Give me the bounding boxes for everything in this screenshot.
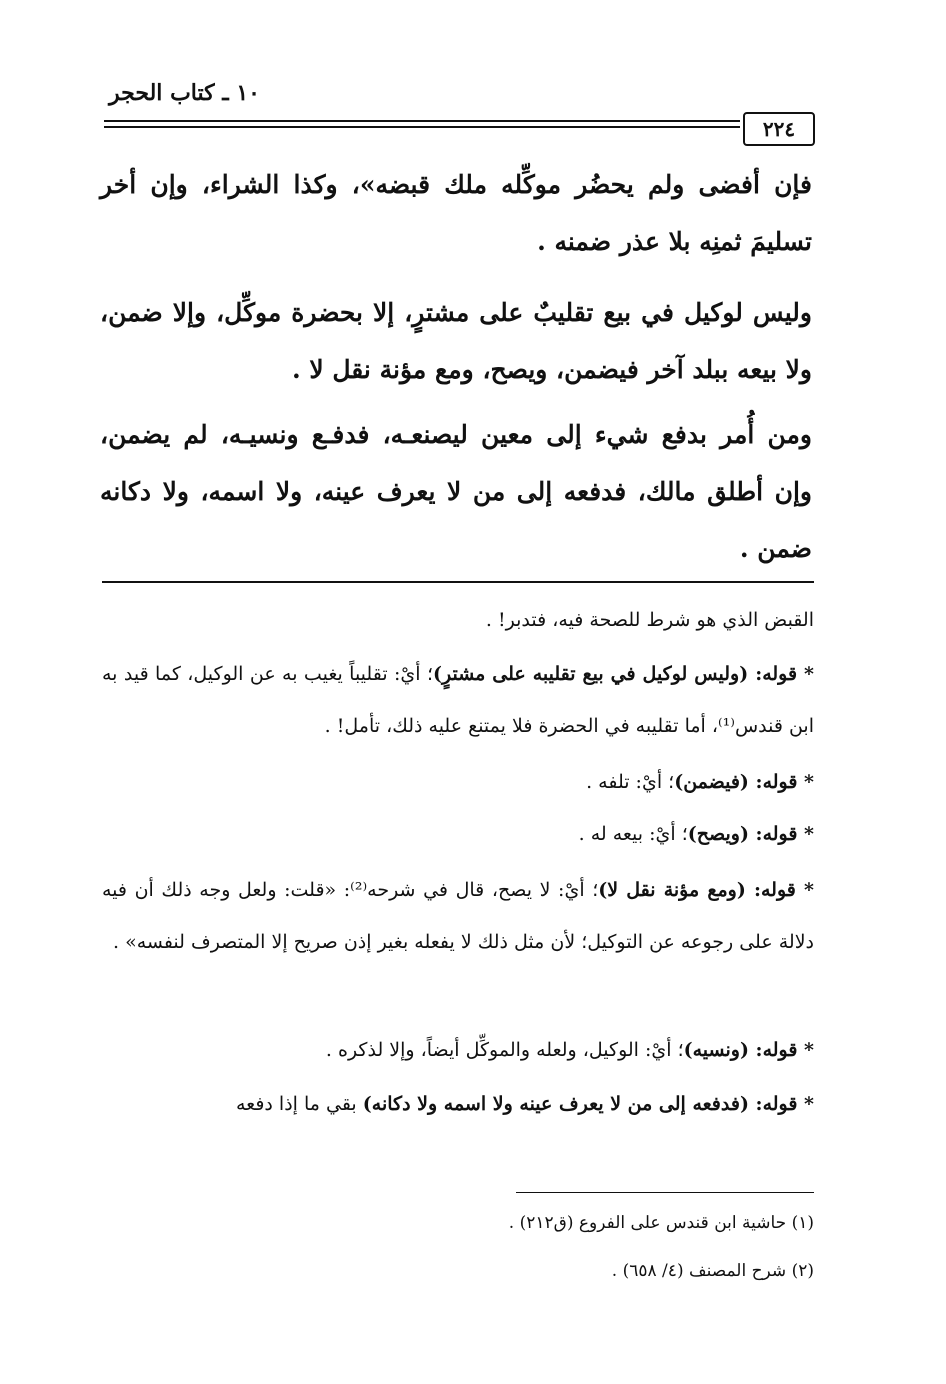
commentary-marker: * قوله:	[748, 1039, 814, 1061]
commentary-marker: * قوله:	[748, 771, 814, 793]
commentary-paragraph-1: القبض الذي هو شرط للصحة فيه، فتدبر! .	[485, 609, 814, 631]
commentary-text: بقي ما إذا دفعه	[235, 1093, 363, 1115]
commentary-quote: (وليس لوكيل في بيع تقليبه على مشترٍ)	[433, 663, 749, 685]
page-number: ٢٢٤	[743, 112, 815, 146]
commentary-text: ؛ أيْ: بيعه له .	[578, 823, 688, 845]
footnote-divider	[516, 1192, 814, 1193]
commentary-paragraph-7	[102, 1078, 814, 1130]
commentary-quote: (فدفعه إلى من لا يعرف عينه ولا اسمه ولا دكانه)	[362, 1093, 749, 1115]
body-paragraph-2: وليس لوكيل في بيع تقليبٌ على مشترٍ، إلا بحضرة موكِّل، وإلا ضمن، ولا بيعه ببلد آخر فيضمن، ويصح، ومع مؤنة نقل لا .	[100, 298, 812, 384]
commentary-quote: (ونسيه)	[683, 1039, 749, 1061]
commentary-text: ؛ أيْ: تلفه .	[586, 771, 675, 793]
commentary-text: ؛ أيْ: لا يصح، قال في شرحه⁽²⁾: «قلت: ولعل وجه ذلك أن فيه دلالة على رجوعه عن التوكيل؛ لأن مثل ذلك لا يفعله بغير إذن صريح إلا المتصرف لنفسه» .	[102, 879, 814, 953]
commentary-marker: * قوله:	[748, 1093, 814, 1115]
main-text-divider	[102, 581, 814, 583]
commentary-marker: * قوله:	[745, 879, 814, 901]
commentary-quote: (ويصح)	[687, 823, 749, 845]
commentary-paragraph-2	[102, 648, 814, 752]
body-paragraph-1: فإن أفضى ولم يحضُر موكِّله ملك قبضه»، وكذا الشراء، وإن أخر تسليمَ ثمنِه بلا عذر ضمنه .	[100, 170, 812, 256]
commentary-quote: (ومع مؤنة نقل لا)	[598, 879, 746, 901]
footnote-2: (٢) شرح المصنف (٤/ ٦٥٨) .	[611, 1261, 814, 1281]
footnote-1: (١) حاشية ابن قندس على الفروع (ق٢١٢) .	[508, 1213, 814, 1233]
commentary-paragraph-4	[102, 808, 814, 860]
header-rule-top	[104, 120, 740, 122]
commentary-marker: * قوله:	[748, 823, 814, 845]
commentary-marker: * قوله:	[748, 663, 814, 685]
commentary-text: ؛ أيْ: تقليباً يغيب به عن الوكيل، كما قيد به ابن قندس⁽¹⁾، أما تقليبه في الحضرة فلا يمتنع عليه ذلك، تأمل! .	[102, 663, 814, 737]
body-paragraph-3: ومن أُمر بدفع شيء إلى معين ليصنعـه، فدفـع ونسيـه، لم يضمن، وإن أطلق مالك، فدفعه إلى من لا يعرف عينه، ولا اسمه، ولا دكانه ضمن .	[100, 420, 812, 563]
header-rule-bottom	[104, 126, 740, 128]
chapter-title: ١٠ ـ كتاب الحجر	[109, 80, 260, 106]
commentary-quote: (فيضمن)	[674, 771, 749, 793]
commentary-paragraph-5	[102, 864, 814, 968]
commentary-paragraph-6	[102, 1024, 814, 1076]
commentary-paragraph-3	[102, 756, 814, 808]
commentary-text: ؛ أيْ: الوكيل، ولعله والموكِّل أيضاً، وإلا لذكره .	[325, 1039, 684, 1061]
